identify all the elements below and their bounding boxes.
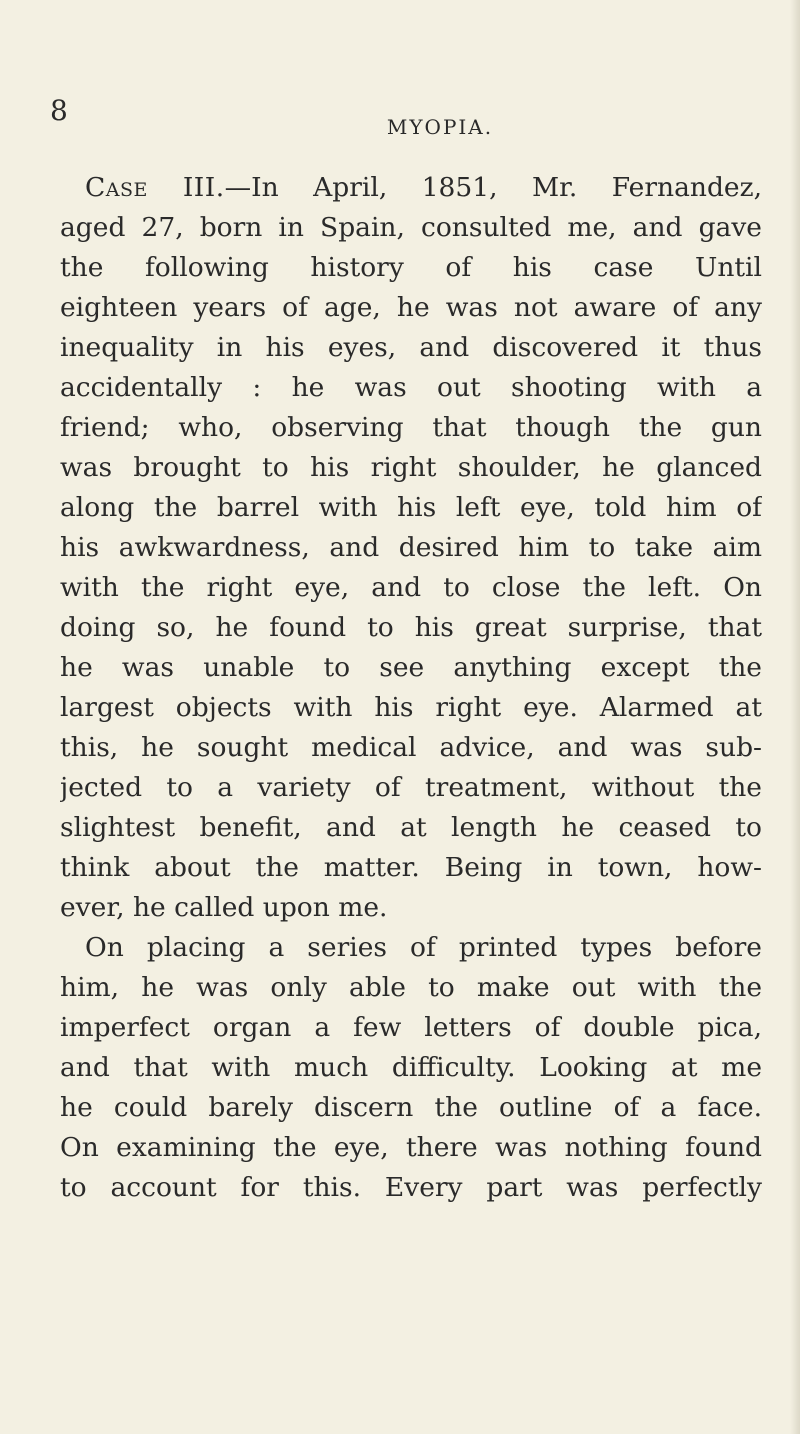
text-line: inequality in his eyes, and discovered it thus [60, 332, 762, 363]
text-line: the following history of his case Until [60, 252, 762, 283]
text-line: with the right eye, and to close the left. On [60, 572, 762, 603]
text-line: his awkwardness, and desired him to take aim [60, 532, 762, 563]
text-line: was brought to his right shoulder, he glanced [60, 452, 762, 483]
case-label: Case III. [85, 172, 225, 203]
running-title: MYOPIA. [386, 115, 494, 139]
text-line: him, he was only able to make out with the [60, 972, 762, 1003]
text-line: aged 27, born in Spain, consulted me, and gave [60, 212, 762, 243]
page-edge-shadow [790, 0, 800, 1434]
text-line: along the barrel with his left eye, told him of [60, 492, 762, 523]
text-line: jected to a variety of treatment, without the [60, 772, 762, 803]
text-line: this, he sought medical advice, and was sub- [60, 732, 762, 763]
text-line: he was unable to see anything except the [60, 652, 762, 683]
body-text [60, 168, 762, 1208]
text-line: On examining the eye, there was nothing found [60, 1132, 762, 1163]
page-number: 8 [50, 94, 68, 127]
text-line: and that with much difficulty. Looking at me [60, 1052, 762, 1083]
text-line: On placing a series of printed types before [85, 932, 762, 963]
text-line-content: —In April, 1851, Mr. Fernandez, [224, 172, 762, 203]
text-line: friend; who, observing that though the gun [60, 412, 762, 443]
text-line: doing so, he found to his great surprise, that [60, 612, 762, 643]
paragraph-2 [60, 928, 762, 1208]
text-line: he could barely discern the outline of a face. [60, 1092, 762, 1123]
paragraph-1 [60, 168, 762, 928]
text-line: ever, he called upon me. [60, 892, 388, 923]
text-line: to account for this. Every part was perfectly [60, 1172, 762, 1203]
text-line [60, 168, 762, 208]
text-line: largest objects with his right eye. Alarmed at [60, 692, 762, 723]
text-line: imperfect organ a few letters of double pica, [60, 1012, 762, 1043]
text-line: slightest benefit, and at length he ceased to [60, 812, 762, 843]
text-line: think about the matter. Being in town, how- [60, 852, 762, 883]
text-line: accidentally : he was out shooting with a [60, 372, 762, 403]
text-line: eighteen years of age, he was not aware of any [60, 292, 762, 323]
